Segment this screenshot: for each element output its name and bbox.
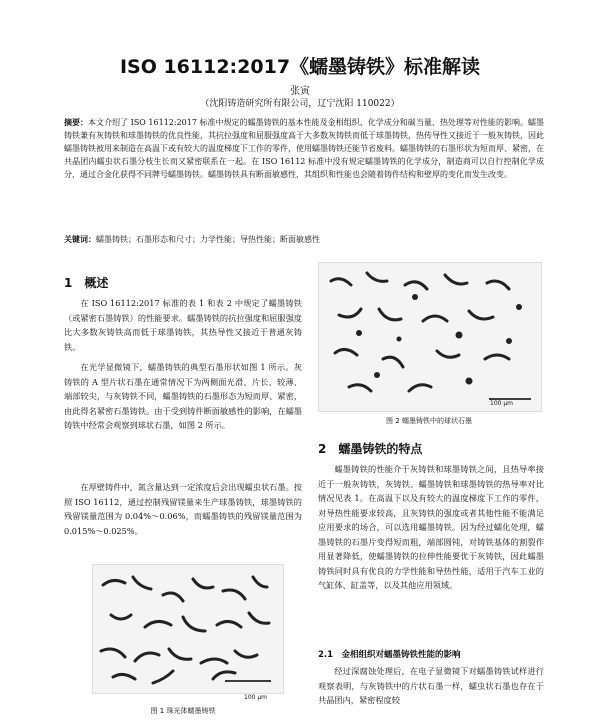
keywords — [64, 234, 544, 246]
section-2-1-heading: 2.1 金相组织对蠕墨铸铁性能的影响 — [318, 650, 461, 660]
affiliation: （沈阳铸造研究所有限公司，辽宁沈阳 110022） — [200, 99, 400, 109]
figure-2-scale-label: 100 μm — [490, 400, 514, 407]
section-2-1-paragraph-1: 经过深腐蚀处理后，在电子显微镜下对蠕墨铸铁试样进行观察表明，与灰铸铁中的片状石墨一样，蠕虫状石墨也存在于共晶团内，紧密程度较 — [318, 666, 544, 705]
section-1-paragraph-3: 在厚壁铸件中，氮含量达到一定浓度后会出现蠕虫状石墨。按照 ISO 16112，通过控制残留镁量来生产球墨铸铁，球墨铸铁的残留镁量范围为 0.04%～0.06%，而蠕墨铸铁的残留镁量范围为 0.015%～0.025%。 — [64, 482, 302, 536]
abstract — [64, 116, 544, 181]
figure-1-micrograph — [92, 564, 284, 694]
section-2-paragraph-1: 蠕墨铸铁的性能介于灰铸铁和球墨铸铁之间，且热导率接近于一般灰铸铁，灰铸铁、蠕墨铸铁和球墨铸铁的热导率对比情况见表 1。在高温下以及有较大的温度梯度下工作的零件，对导热性能要求较高，且灰铸铁的强度或者其他性能不能满足应用要求的场合，可以选用蠕墨铸铁。因为经过蠕化处理，蠕墨铸铁的石墨片变得短而粗，端部圆钝，对铸铁基体的割裂作用显著降低，使蠕墨铸铁的拉伸性能要优于灰铸铁，因此蠕墨铸铁同时具有优良的力学性能和导热性能，适用于汽车工业的气缸体、缸盖等，以及其他应用领域。 — [318, 464, 544, 590]
figure-2-caption: 图 2 蠕墨铸铁中的球状石墨 — [386, 417, 472, 425]
keywords-text: 蠕墨铸铁；石墨形态和尺寸；力学性能；导热性能；断面敏感性 — [96, 235, 320, 244]
figure-1-caption: 图 1 珠光体蠕墨铸铁 — [150, 707, 216, 715]
section-1-paragraph-2: 在光学显微镜下，蠕墨铸铁的典型石墨形状如图 1 所示。灰铸铁的 A 型片状石墨在通常情况下为两侧面光滑、片长、较薄、端部较尖，与灰铸铁不同，蠕墨铸铁的石墨形态为短而厚、紧密，由此得名紧密石墨铸铁。由于受到铸件断面敏感性的影响，在蠕墨铸铁中经常会观察到球状石墨，如图 2 所示。 — [64, 362, 302, 430]
figure-1-graphite-image — [93, 565, 283, 693]
section-1-heading: 1 概述 — [64, 276, 109, 290]
figure-2-micrograph — [318, 262, 542, 412]
abstract-text: 本文介绍了 ISO 16112:2017 标准中规定的蠕墨铸铁的基本性能及金相组织、化学成分和碳当量、热处理等对性能的影响。蠕墨铸铁兼有灰铸铁和球墨铸铁的优良性能，其抗拉强度和屈服强度高于大多数灰铸铁而低于球墨铸铁，热传导性又接近于一般灰铸铁，因此蠕墨铸铁被用来制造在高温下或有较大的温度梯度下工作的零件，使用蠕墨铸铁还能节省废料。蠕墨铸铁的石墨形状为短而厚、紧密，在共晶团内蠕虫状石墨分枝生长而又紧密联系在一起。在 ISO 16112 标准中没有规定蠕墨铸铁的化学成分，制造商可以自行控制化学成分，通过合金化获得不同牌号蠕墨铸铁。蠕墨铸铁具有断面敏感性，其组织和性能也会随着铸件结构和壁厚的变化而发生改变。 — [64, 118, 545, 179]
figure-2-graphite-image — [319, 263, 541, 411]
figure-1-scale-label: 100 μm — [244, 694, 268, 701]
abstract-label: 摘要： — [64, 118, 89, 127]
paper-title: ISO 16112:2017《蠕墨铸铁》标准解读 — [119, 56, 481, 78]
author: 张寅 — [290, 86, 310, 97]
section-2-heading: 2 蠕墨铸铁的特点 — [318, 442, 423, 456]
section-1-paragraph-1: 在 ISO 16112:2017 标准的表 1 和表 2 中规定了蠕墨铸铁（或紧密石墨铸铁）的性能要求。蠕墨铸铁的抗拉强度和屈服强度比大多数灰铸铁高而低于球墨铸铁，其热导性又接近于普通灰铸铁。 — [64, 298, 302, 352]
keywords-label: 关键词： — [64, 235, 96, 244]
